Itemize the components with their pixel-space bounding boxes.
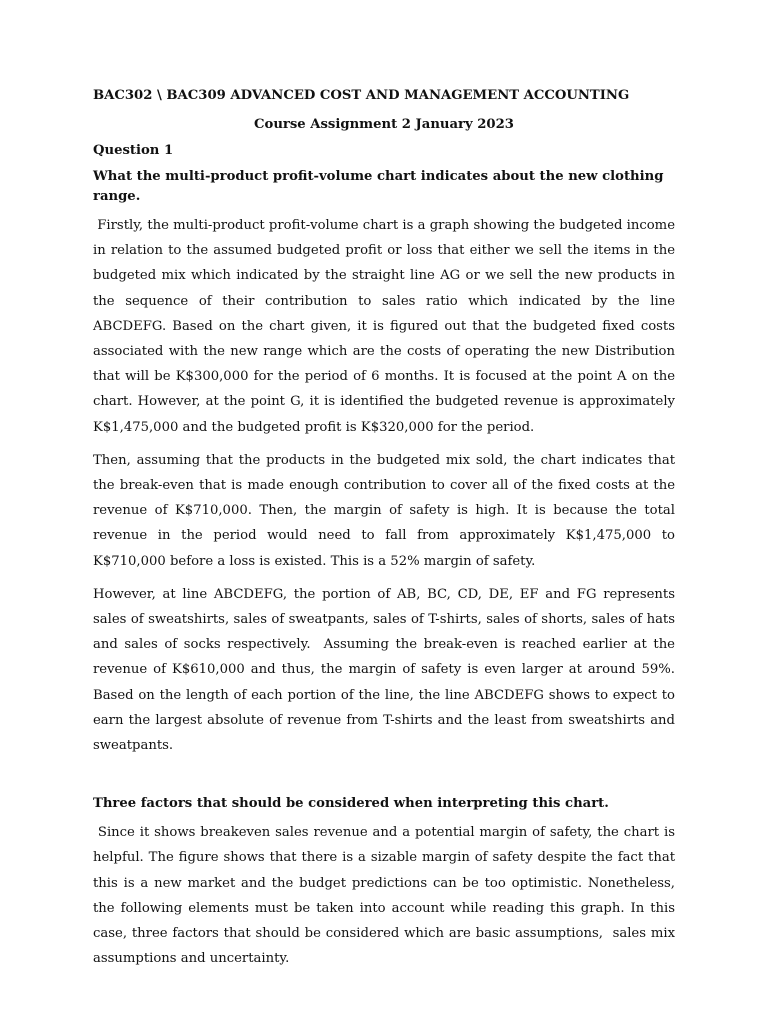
section1-paragraph-1: Firstly, the multi-product profit-volume chart is a graph showing the budgeted income in relation to the assumed budgeted profit or loss that either we sell the items in the budgeted mix which indicated by the straight line AG or we sell the new products in the sequence of their contribution to sales ratio which indicated by the line ABCDEFG. Based on the chart given, it is figured out that the budgeted fixed costs associated with the new range which are the costs of operating the new Distribution that will be K$300,000 for the period of 6 months. It is focused at the point A on the chart. However, at the point G, it is identified the budgeted revenue is approximately K$1,475,000 and the budgeted profit is K$320,000 for the period. bbox=[93, 218, 680, 435]
section1-paragraph-3: However, at line ABCDEFG, the portion of AB, BC, CD, DE, EF and FG represents sales of sweatshirts, sales of sweatpants, sales of T-shirts, sales of shorts, sales of hats and sales of socks respectively. Assuming the break-even is reached earlier at the revenue of K$610,000 and thus, the margin of safety is even larger at around 59%. Based on the length of each portion of the line, the line ABCDEFG shows to expect to earn the largest absolute of revenue from T-shirts and the least from sweatshirts and sweatpants. bbox=[93, 586, 680, 754]
section2-paragraph-1: Since it shows breakeven sales revenue and a potential margin of safety, the chart is helpful. The figure shows that there is a sizable margin of safety despite the fact that this is a new market and the budget predictions can be too optimistic. Nonetheless, the following elements must be taken into account while reading this graph. In this case, three factors that should be considered which are basic assumptions, sales mix assumptions and uncertainty. bbox=[93, 825, 680, 967]
document-title: BAC302 \ BAC309 ADVANCED COST AND MANAGEMENT ACCOUNTING bbox=[93, 88, 630, 103]
section1-paragraph-2: Then, assuming that the products in the budgeted mix sold, the chart indicates that the break-even that is made enough contribution to cover all of the fixed costs at the revenue of K$710,000. Then, the margin of safety is high. It is because the total revenue in the period would need to fall from approximately K$1,475,000 to K$710,000 before a loss is existed. This is a 52% margin of safety. bbox=[93, 452, 680, 569]
section-spacer bbox=[93, 766, 675, 794]
document-subtitle: Course Assignment 2 January 2023 bbox=[254, 117, 514, 132]
section1-heading: What the multi-product profit-volume chart indicates about the new clothing range. bbox=[93, 169, 664, 204]
document-body bbox=[93, 86, 680, 979]
question-label: Question 1 bbox=[93, 143, 174, 158]
section2-heading: Three factors that should be considered when interpreting this chart. bbox=[93, 796, 609, 812]
